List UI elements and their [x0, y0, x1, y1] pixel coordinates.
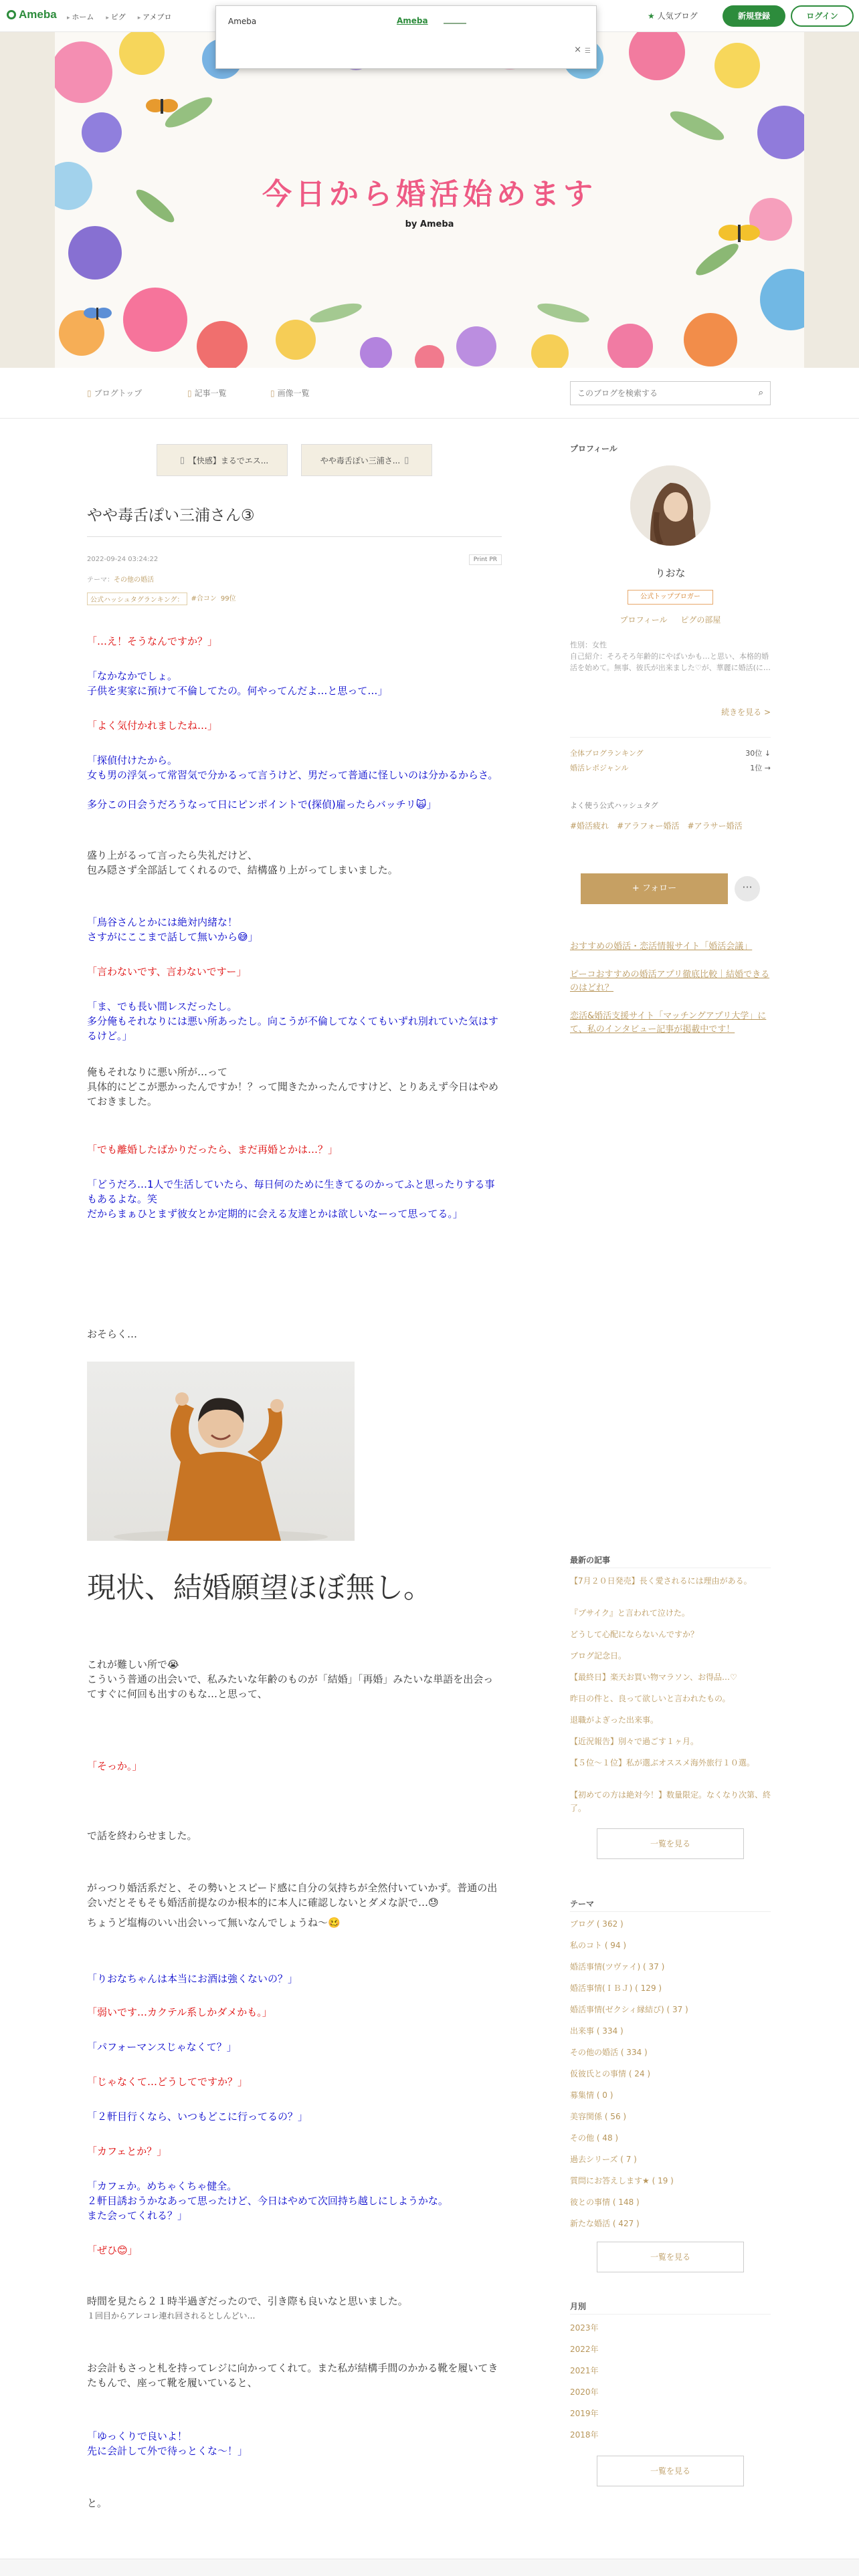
- recent-heading: 最新の記事: [570, 1555, 611, 1565]
- month-link[interactable]: 2022年: [570, 2345, 599, 2354]
- more-options-button[interactable]: ···: [735, 876, 760, 901]
- recent-article-link[interactable]: 【近況報告】別々で過ごす１ヶ月。: [570, 1737, 699, 1746]
- recent-article-link[interactable]: どうして心配にならないんですか？: [570, 1630, 699, 1639]
- body-text: 「弱いです…カクテル系しかダメかも。」: [87, 2006, 272, 2018]
- article-title: やや毒舌ぽい三浦さん③: [87, 507, 255, 524]
- nav-blog-top[interactable]: [87, 387, 142, 399]
- search-input[interactable]: [571, 382, 738, 405]
- body-text: 「そっか。」: [87, 1760, 142, 1772]
- view-all-recent-button[interactable]: 一覧を見る: [597, 1828, 744, 1859]
- ameba-logo[interactable]: [7, 8, 57, 21]
- body-text: お会計もさっと札を持ってレジに向かってくれて。また私が結構手間のかかる靴を履いてきたもんで、座って靴を履いていると、: [87, 2362, 498, 2389]
- rank-label: 全体ブログランキング: [570, 749, 644, 758]
- body-text: 盛り上がるって言ったら失礼だけど、: [87, 849, 258, 861]
- body-text: 「じゃなくて…どうしてですか？」: [87, 2076, 248, 2088]
- body-text: 具体的にどこが悪かったんですか！？って聞きたかったんですけど、とりあえず今日はやめておきました。: [87, 1081, 499, 1107]
- body-text: 包み隠さず全部話してくれるので、結構盛り上がってしまいました。: [87, 864, 398, 876]
- body-text: で話を終わらせました。: [87, 1830, 197, 1842]
- profile-text: [570, 639, 771, 673]
- chevron-left-icon: ▯: [179, 455, 185, 465]
- logo-text: Ameba: [19, 8, 57, 21]
- man-photo-illustration: [87, 1362, 355, 1541]
- nav-ameblo[interactable]: ▸ アメブロ: [138, 11, 172, 22]
- divider: [87, 536, 502, 537]
- nav-image-list[interactable]: [270, 387, 310, 399]
- theme-link[interactable]: 新たな婚活 ( 427 ): [570, 2219, 640, 2228]
- view-all-months-button[interactable]: 一覧を見る: [597, 2456, 744, 2486]
- nav-pigg[interactable]: ▸ ピグ: [106, 11, 125, 22]
- divider: [570, 737, 771, 738]
- body-text: と。: [87, 2497, 108, 2509]
- body-text: 「ま、でも長い間レスだったし。: [87, 1000, 237, 1012]
- official-badge: 公式トップブロガー: [628, 590, 713, 605]
- hashtag-heading: よく使う公式ハッシュタグ: [570, 801, 658, 810]
- theme-link[interactable]: 婚活事情(ＩＢＪ) ( 129 ): [570, 1983, 662, 1993]
- body-text: 「でも離婚したばかりだったら、まだ再婚とかは…？」: [87, 1144, 339, 1156]
- recent-article-link[interactable]: 【7月２０日発売】長く愛されるには理由がある。: [570, 1576, 752, 1586]
- body-text: 「カフェか。めちゃくちゃ健全。: [87, 2180, 237, 2192]
- nav-article-list-label: 記事一覧: [194, 389, 227, 398]
- recent-article-link[interactable]: ブログ記念日。: [570, 1651, 627, 1660]
- emphasis-heading: 現状、結婚願望ほぼ無し。: [87, 1572, 432, 1605]
- monthly-heading: 月別: [570, 2302, 587, 2311]
- theme-link[interactable]: 出来事 ( 334 ): [570, 2026, 624, 2036]
- popular-label: 人気ブログ: [657, 11, 698, 21]
- hashtag-ranking-label[interactable]: 公式ハッシュタグランキング：: [87, 593, 187, 605]
- body-text: ２軒目誘おうかなあって思ったけど、今日はやめて次回持ち越しにしようかな。: [87, 2195, 448, 2207]
- body-text: 多分俺もそれなりには悪い所あったし。向こうが不倫してなくてもいずれ別れていた気はするけど。」: [87, 1015, 498, 1042]
- month-link[interactable]: 2021年: [570, 2366, 599, 2375]
- recent-article-link[interactable]: 退職がよぎった出来事。: [570, 1715, 659, 1725]
- prev-article-button[interactable]: [157, 444, 288, 476]
- divider: [570, 2314, 771, 2315]
- ad-popup: [215, 5, 597, 69]
- recent-article-link[interactable]: 【最終日】楽天お買い物マラソン、お得品…♡: [570, 1673, 737, 1682]
- theme-link[interactable]: その他 ( 48 ): [570, 2133, 619, 2143]
- theme-link[interactable]: 美容関係 ( 56 ): [570, 2112, 627, 2121]
- nav-home[interactable]: ▸ ホーム: [67, 11, 94, 22]
- rank-label: 婚活レポジャンル: [570, 764, 629, 772]
- profile-link[interactable]: プロフィール: [619, 615, 668, 625]
- theme-link[interactable]: 過去シリーズ ( 7 ): [570, 2155, 637, 2164]
- theme-link[interactable]: ブログ ( 362 ): [570, 1919, 624, 1929]
- header-banner[interactable]: [55, 32, 804, 368]
- body-text: 「２軒目行くなら、いつもどこに行ってるの？」: [87, 2111, 308, 2123]
- avatar-image: [630, 465, 710, 546]
- hashtag-link[interactable]: #婚活疲れ: [570, 821, 609, 831]
- body-text: おそらく…: [87, 1328, 138, 1340]
- body-text: 「りおなちゃんは本当にお酒は強くないの？」: [87, 1973, 298, 1985]
- recent-article-link[interactable]: 【５位〜１位】私が選ぶオススメ海外旅行１０選。: [570, 1758, 755, 1767]
- article-photo[interactable]: [87, 1362, 355, 1541]
- body-text: 「ぜひ😊」: [87, 2244, 138, 2256]
- follow-button[interactable]: + フォロー: [581, 873, 728, 904]
- nav-article-list[interactable]: [187, 387, 227, 399]
- profile-links: [570, 614, 771, 625]
- bottom-bar: [0, 2559, 859, 2576]
- body-text: 「ゆっくりで良いよ！: [87, 2430, 187, 2442]
- profile-heading: プロフィール: [570, 444, 617, 453]
- body-text: がっつり婚活系だと、その勢いとスピード感に自分の気持ちが全然付いていかず。普通の出会いだとそもそも婚活前提なのか根本的に本人に確認しないとダメな訳で…😓: [87, 1882, 498, 1909]
- body-text: さすがにここまで話して無いから😅」: [87, 931, 258, 943]
- next-article-label: やや毒舌ぽい三浦さ...: [320, 455, 401, 465]
- hashtag-link[interactable]: #合コン: [191, 595, 217, 603]
- ameba-logo-icon: [7, 10, 16, 19]
- chevron-right-icon: ▯: [404, 455, 409, 465]
- recent-article-link[interactable]: 昨日の件と、良って欲しいと言われたもの。: [570, 1694, 731, 1703]
- ad-info-icon[interactable]: ☰: [585, 47, 591, 55]
- theme-link[interactable]: 私のコト ( 94 ): [570, 1941, 627, 1950]
- body-text: また会ってくれる？」: [87, 2210, 188, 2222]
- body-text: 時間を見たら２１時半過ぎだったので、引き際も良いなと思いました。: [87, 2295, 408, 2307]
- image-icon: ▯: [270, 389, 275, 398]
- rank-value: 1位 →: [750, 764, 771, 772]
- butterfly-icon: [146, 99, 178, 114]
- ad-link[interactable]: Ameba: [397, 16, 428, 25]
- overall-ranking[interactable]: [570, 748, 771, 758]
- body-text: 「鳥谷さんとかには絶対内緒な！: [87, 916, 238, 928]
- pigg-room-link[interactable]: ピグの部屋: [680, 615, 721, 625]
- sidebar-ad-link[interactable]: 恋活&婚活支援サイト「マッチングアプリ大学」にて、私のインタビュー記事が掲載中です！: [570, 1011, 767, 1035]
- theme-link[interactable]: 彼との事情 ( 148 ): [570, 2197, 640, 2207]
- body-text: こういう普通の出会いで、私みたいな年齢のものが「結婚」「再婚」みたいな単語を出会ってすぐに何回も出すのもな…と思って、: [87, 1673, 494, 1700]
- hashtag-ranking: [87, 593, 236, 605]
- body-text: これが難しい所で😭: [87, 1658, 179, 1671]
- blog-nav: [0, 368, 859, 419]
- home-icon: ▯: [87, 389, 92, 398]
- crown-icon: ★: [648, 11, 655, 21]
- theme-link[interactable]: 婚活事情(ツヴァイ) ( 37 ): [570, 1962, 665, 1971]
- print-button[interactable]: Print PR: [469, 554, 502, 565]
- nav-blog-top-label: ブログトップ: [94, 389, 142, 398]
- body-text: ちょうど塩梅のいい出会いって無いなんでしょうね〜🥴: [87, 1917, 341, 1929]
- theme-heading: テーマ: [570, 1899, 595, 1909]
- blog-title[interactable]: 今日から婚活始めます: [262, 177, 597, 211]
- theme-link[interactable]: 募集情 ( 0 ): [570, 2090, 613, 2100]
- body-text: 女も男の浮気って常習気で分かるって言うけど、男だって普通に怪しいのは分かるからさ。: [87, 769, 498, 781]
- global-nav: [67, 11, 172, 22]
- month-link[interactable]: 2019年: [570, 2409, 599, 2418]
- month-link[interactable]: 2020年: [570, 2387, 599, 2397]
- blog-search[interactable]: [570, 381, 771, 405]
- divider: [570, 1911, 771, 1912]
- theme-link[interactable]: 仮彼氏との事情 ( 24 ): [570, 2069, 651, 2078]
- body-text: 「…え！そうなんですか？」: [87, 635, 218, 647]
- profile-name[interactable]: りおな: [655, 567, 686, 579]
- ad-close-icon[interactable]: ×: [574, 45, 581, 55]
- sidebar-ad-link[interactable]: ピーコおすすめの婚活アプリ徹底比較｜結婚できるのはどれ？: [570, 970, 770, 993]
- body-text: 「よく気付かれましたね…」: [87, 720, 218, 732]
- body-text: 「パフォーマンスじゃなくて？」: [87, 2041, 237, 2053]
- body-text: 俺もそれなりに悪い所が…って: [87, 1066, 228, 1078]
- body-text: 「言わないです、言わないですー」: [87, 966, 247, 978]
- article-pager: [157, 444, 432, 476]
- rank-value: 30位 ↓: [745, 749, 771, 758]
- theme-link[interactable]: その他の婚活 ( 334 ): [570, 2048, 648, 2057]
- prev-article-label: 【快感】まるでエス...: [188, 455, 269, 465]
- body-text: 「探偵付けたから。: [87, 754, 178, 766]
- body-text: 「カフェとか？」: [87, 2145, 167, 2157]
- recent-article-link[interactable]: 『ブサイク』と言われて泣けた。: [570, 1608, 690, 1618]
- body-text: 「どうだろ…1人で生活していたら、毎日何のために生きてるのかってふと思ったりする事もあるよな。笑: [87, 1178, 495, 1205]
- body-text: 「なかなかでしょ。: [87, 670, 178, 682]
- article-theme: [87, 574, 154, 584]
- nav-image-list-label: 画像一覧: [277, 389, 310, 398]
- profile-gender: 性別：女性: [570, 641, 607, 649]
- next-article-button[interactable]: [301, 444, 432, 476]
- register-button[interactable]: 新規登録: [723, 5, 785, 27]
- hashtag-link[interactable]: #アラフォー婚活: [617, 821, 680, 831]
- body-text: 多分この日会うだろうなって日にピンポイントで(探偵)雇ったらバッチリ🙀」: [87, 798, 437, 811]
- body-text: 先に会計して外で待っとくな〜！」: [87, 2445, 248, 2457]
- ad-brand: Ameba: [228, 17, 257, 26]
- login-button[interactable]: ログイン: [791, 5, 854, 27]
- hashtag-list: [570, 820, 743, 831]
- ad-link-secondary[interactable]: [444, 16, 466, 24]
- body-text: 子供を実家に預けて不倫してたの。何やってんだよ…と思って…」: [87, 685, 388, 697]
- body-text-small: １回目からアレコレ連れ回されるとしんどい…: [87, 2311, 256, 2321]
- theme-link[interactable]: 婚活事情(ゼクシィ縁結び) ( 37 ): [570, 2005, 688, 2014]
- search-icon[interactable]: ⌕: [758, 388, 763, 398]
- avatar[interactable]: [630, 465, 710, 546]
- view-all-themes-button[interactable]: 一覧を見る: [597, 2242, 744, 2272]
- theme-link[interactable]: その他の婚活: [114, 576, 154, 584]
- profile-intro: 自己紹介：そろそろ年齢的にやばいかも…と思い、本格的婚活を始めて。無事、彼氏が出来ました♡が、華麗に婚活(に…: [570, 652, 771, 672]
- genre-ranking[interactable]: [570, 762, 771, 773]
- read-more-link[interactable]: 続きを見る >: [721, 708, 771, 717]
- hashtag-rank: 99位: [220, 595, 236, 603]
- theme-link[interactable]: 質問にお答えします★ ( 19 ): [570, 2176, 674, 2185]
- sidebar-ad-link[interactable]: おすすめの婚活・恋活情報サイト「婚活会議」: [570, 942, 753, 952]
- by-ameba: by Ameba: [405, 219, 454, 229]
- month-link[interactable]: 2023年: [570, 2323, 599, 2333]
- month-link[interactable]: 2018年: [570, 2430, 599, 2440]
- list-icon: ▯: [187, 389, 192, 398]
- theme-label: テーマ：: [87, 576, 114, 584]
- popular-blog-link[interactable]: [648, 10, 698, 21]
- recent-article-link[interactable]: 【初めての方は絶対今！】数量限定。なくなり次第、終了。: [570, 1790, 771, 1813]
- hashtag-link[interactable]: #アラサー婚活: [687, 821, 743, 831]
- body-text: だからまぁひとまず彼女とか定期的に会える友達とかは欲しいなーって思ってる。」: [87, 1208, 463, 1220]
- article-date: 2022-09-24 03:24:22: [87, 556, 159, 563]
